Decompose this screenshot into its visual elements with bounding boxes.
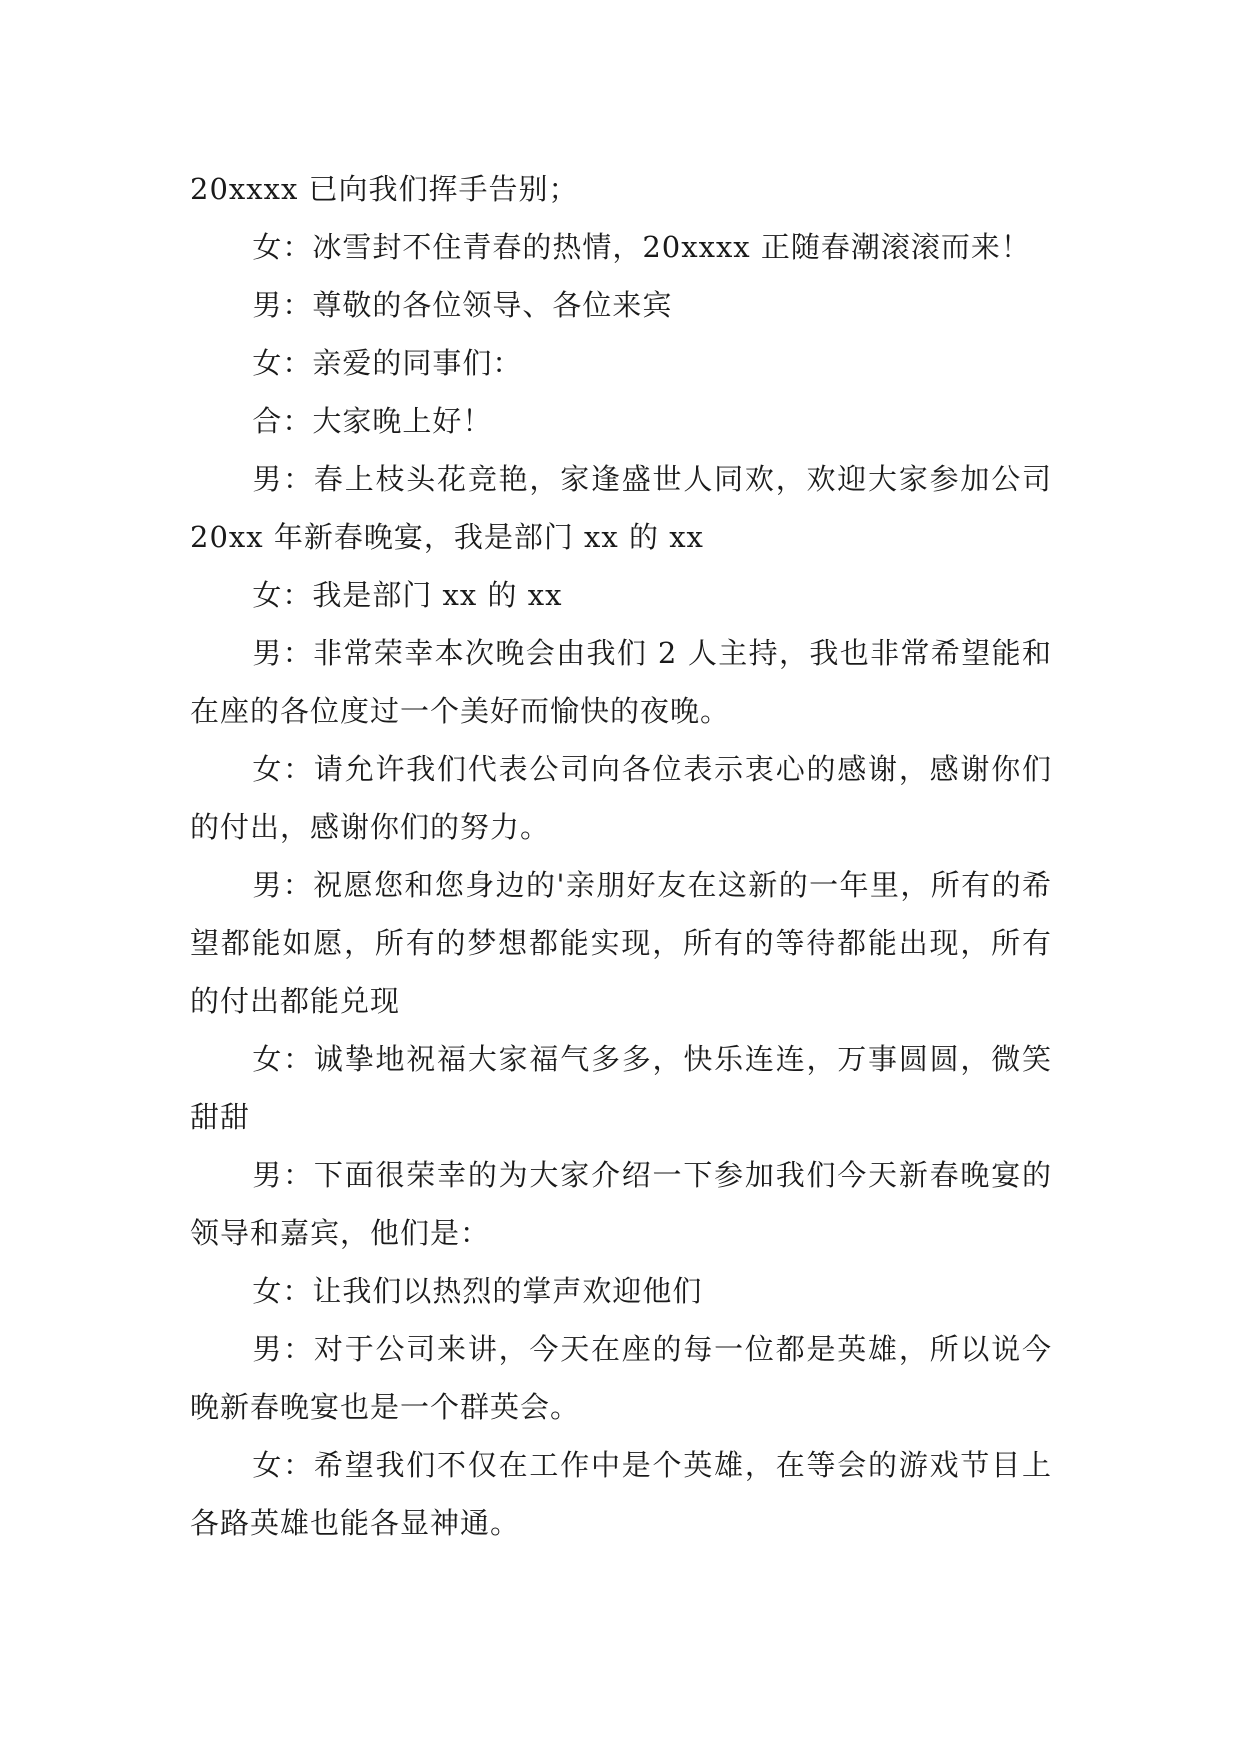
paragraph: 男：非常荣幸本次晚会由我们 2 人主持，我也非常希望能和在座的各位度过一个美好而愉快的夜晚。 <box>190 636 1052 728</box>
paragraph: 女：希望我们不仅在工作中是个英雄，在等会的游戏节目上各路英雄也能各显神通。 <box>190 1448 1052 1540</box>
paragraph: 女：亲爱的同事们： <box>252 346 523 380</box>
paragraph: 男：春上枝头花竞艳，家逢盛世人同欢，欢迎大家参加公司 20xx 年新春晚宴，我是部门 xx 的 xx <box>190 462 1052 554</box>
document-body <box>190 160 1052 1552</box>
paragraph: 男：下面很荣幸的为大家介绍一下参加我们今天新春晚宴的领导和嘉宾，他们是： <box>190 1158 1052 1250</box>
paragraph: 女：请允许我们代表公司向各位表示衷心的感谢，感谢你们的付出，感谢你们的努力。 <box>190 752 1052 844</box>
paragraph: 女：让我们以热烈的掌声欢迎他们 <box>252 1274 703 1308</box>
paragraph: 男：尊敬的各位领导、各位来宾 <box>252 288 673 322</box>
paragraph: 女：我是部门 xx 的 xx <box>252 578 563 612</box>
paragraph: 20xxxx 已向我们挥手告别； <box>190 172 579 206</box>
paragraph: 女：诚挚地祝福大家福气多多，快乐连连，万事圆圆，微笑甜甜 <box>190 1042 1052 1134</box>
paragraph: 女：冰雪封不住青春的热情，20xxxx 正随春潮滚滚而来！ <box>252 230 1031 264</box>
paragraph: 男：祝愿您和您身边的'亲朋好友在这新的一年里，所有的希望都能如愿，所有的梦想都能实现，所有的等待都能出现，所有的付出都能兑现 <box>190 868 1052 1018</box>
paragraph: 合：大家晚上好！ <box>252 404 493 438</box>
paragraph: 男：对于公司来讲，今天在座的每一位都是英雄，所以说今晚新春晚宴也是一个群英会。 <box>190 1332 1052 1424</box>
